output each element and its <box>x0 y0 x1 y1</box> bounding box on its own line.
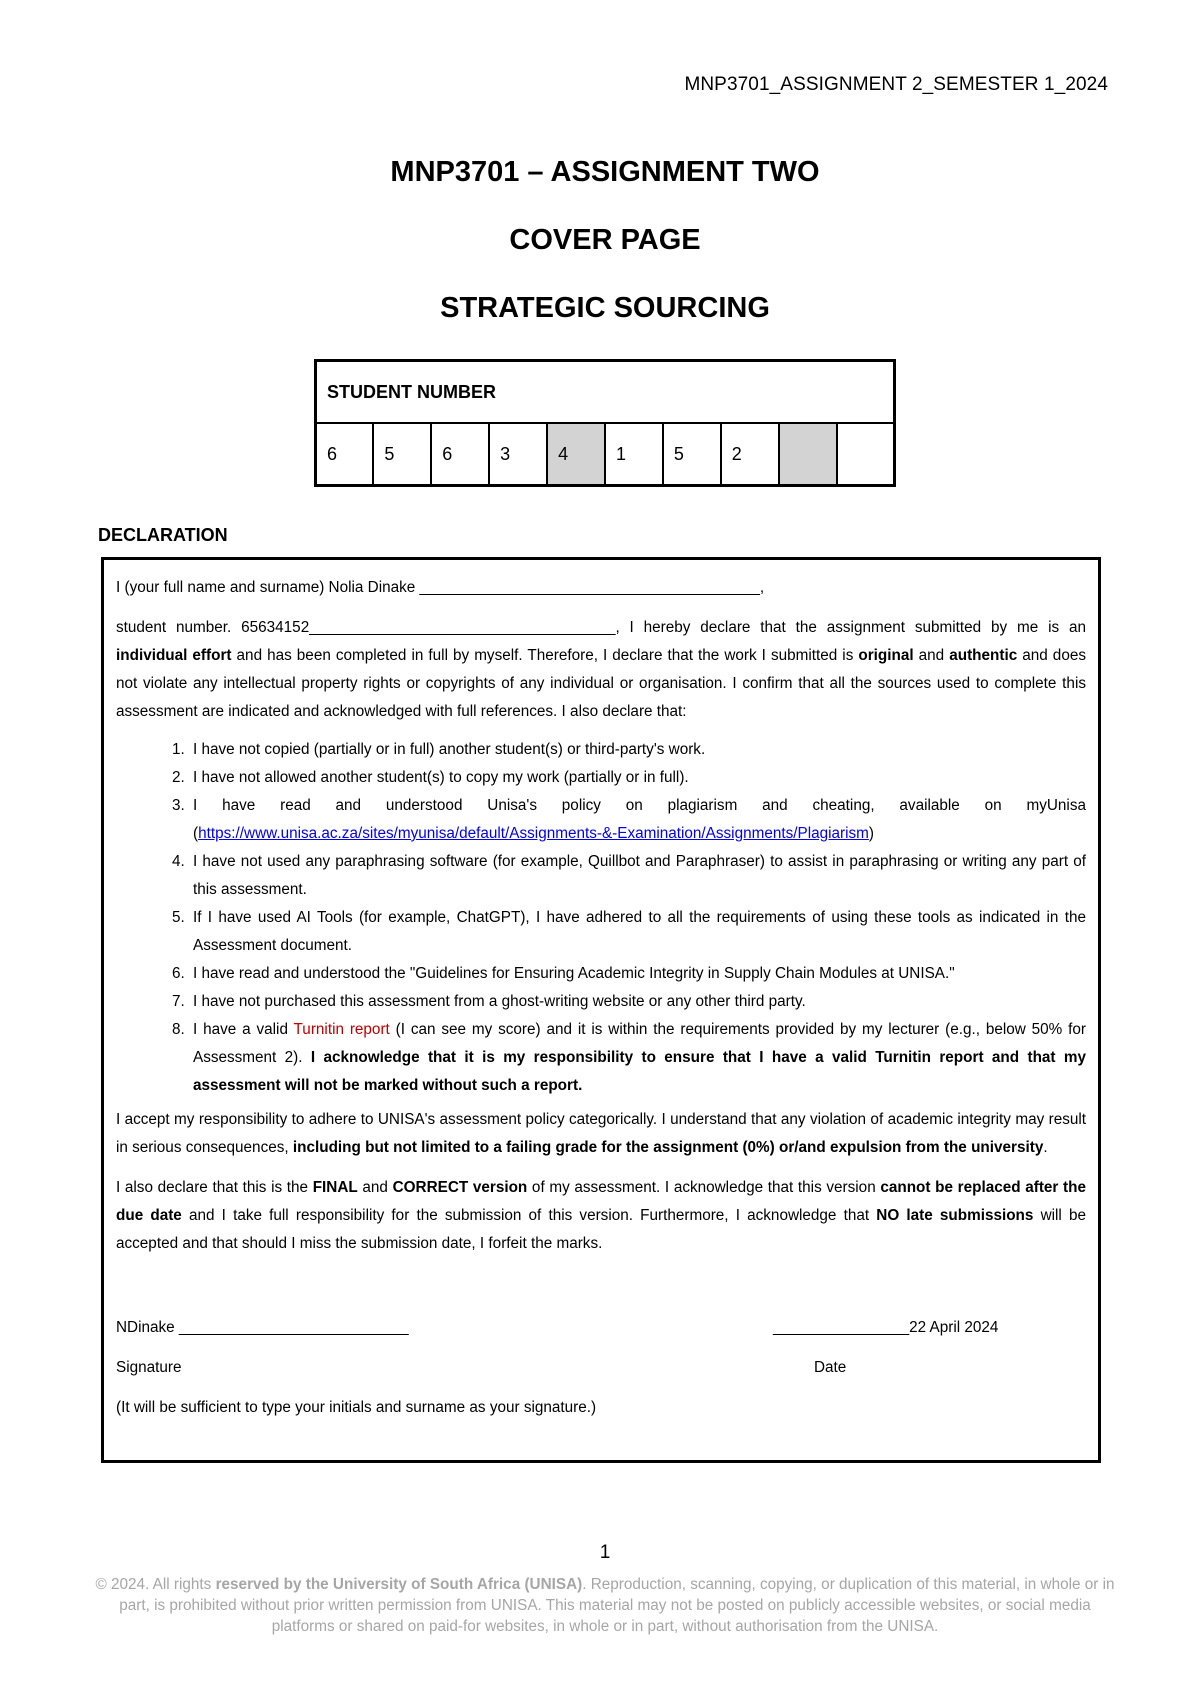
list-item: 4. I have not used any paraphrasing software (for example, Quillbot and Paraphraser) to assist in paraphrasing or writing any part of this assessment. <box>189 848 1086 904</box>
student-number-header: STUDENT NUMBER <box>316 361 895 424</box>
signature-label: Signature <box>116 1359 182 1376</box>
document-subtitle-cover-page: COVER PAGE <box>509 224 701 256</box>
student-number-digit: 2 <box>721 423 779 486</box>
declaration-box <box>101 557 1101 1463</box>
list-item: 1. I have not copied (partially or in full) another student(s) or third-party's work. <box>189 736 1086 764</box>
student-number-digit <box>837 423 895 486</box>
date-value: ________________22 April 2024 <box>773 1319 999 1336</box>
student-number-digit: 4 <box>547 423 605 486</box>
declaration-list <box>116 736 1086 1100</box>
turnitin-report-text: Turnitin report <box>293 1021 390 1038</box>
student-number-digit: 1 <box>605 423 663 486</box>
name-line: I (your full name and surname) Nolia Dinake ________________________________________, <box>116 579 765 596</box>
student-number-digit: 5 <box>373 423 431 486</box>
plagiarism-policy-link[interactable]: https://www.unisa.ac.za/sites/myunisa/default/Assignments-&-Examination/Assignments/Plagiarism <box>198 825 869 842</box>
student-number-table <box>314 359 896 487</box>
responsibility-paragraph: I accept my responsibility to adhere to UNISA's assessment policy categorically. I understand that any violation of academic integrity may result in serious consequences, including but not limited to a failing grade for the assignment (0%) or/and expulsion from the university. <box>116 1111 1086 1156</box>
student-number-digit: 5 <box>663 423 721 486</box>
declaration-heading: DECLARATION <box>98 525 228 545</box>
signature-value: NDinake ___________________________ <box>116 1319 409 1336</box>
date-label: Date <box>814 1359 847 1376</box>
student-number-digit: 3 <box>489 423 547 486</box>
student-number-digit: 6 <box>316 423 374 486</box>
student-number-digit: 6 <box>431 423 489 486</box>
list-item: 5. If I have used AI Tools (for example, ChatGPT), I have adhered to all the requirements of using these tools as indicated in the Assessment document. <box>189 904 1086 960</box>
student-number-digit <box>779 423 837 486</box>
signature-row <box>116 1314 1086 1342</box>
list-item: 7. I have not purchased this assessment from a ghost-writing website or any other third party. <box>189 988 1086 1016</box>
copyright-footer: © 2024. All rights reserved by the University of South Africa (UNISA). Reproduction, scanning, copying, or duplication of this material, in whole or in part, is prohibited without prior written permission from UNISA. This material may not be posted on publicly accessible websites, or social media platforms or shared on paid-for websites, in whole or in part, without authorisation from the UNISA. <box>95 1576 1115 1635</box>
running-header: MNP3701_ASSIGNMENT 2_SEMESTER 1_2024 <box>684 74 1108 95</box>
page-number: 1 <box>599 1542 611 1563</box>
document-subtitle-module: STRATEGIC SOURCING <box>440 292 770 324</box>
document-title: MNP3701 – ASSIGNMENT TWO <box>390 156 820 188</box>
final-version-paragraph: I also declare that this is the FINAL and CORRECT version of my assessment. I acknowledge that this version cannot be replaced after the due date and I take full responsibility for the submission of this version. Furthermore, I acknowledge that NO late submissions will be accepted and that should I miss the submission date, I forfeit the marks. <box>116 1179 1086 1252</box>
list-item: 8. I have a valid Turnitin report (I can see my score) and it is within the requirements provided by my lecturer (e.g., below 50% for Assessment 2). I acknowledge that it is my responsibility to ensure that I have a valid Turnitin report and that my assessment will not be marked without such a report. <box>189 1016 1086 1100</box>
declaration-paragraph: student number. 65634152____________________________________, I hereby declare that the assignment submitted by me is an individual effort and has been completed in full by myself. Therefore, I declare that the work I submitted is original and authentic and does not violate any intellectual property rights or copyrights of any individual or organisation. I confirm that all the sources used to complete this assessment are indicated and acknowledged with full references. I also declare that: <box>116 619 1086 720</box>
signature-labels-row <box>116 1354 1086 1382</box>
list-item: 3. I have read and understood Unisa's policy on plagiarism and cheating, available on myUnisa (https://www.unisa.ac.za/sites/myunisa/default/Assignments-&-Examination/Assignments/Plagiarism) <box>189 792 1086 848</box>
signature-note: (It will be sufficient to type your initials and surname as your signature.) <box>116 1399 597 1416</box>
list-item: 2. I have not allowed another student(s) to copy my work (partially or in full). <box>189 764 1086 792</box>
list-item: 6. I have read and understood the "Guidelines for Ensuring Academic Integrity in Supply Chain Modules at UNISA." <box>189 960 1086 988</box>
